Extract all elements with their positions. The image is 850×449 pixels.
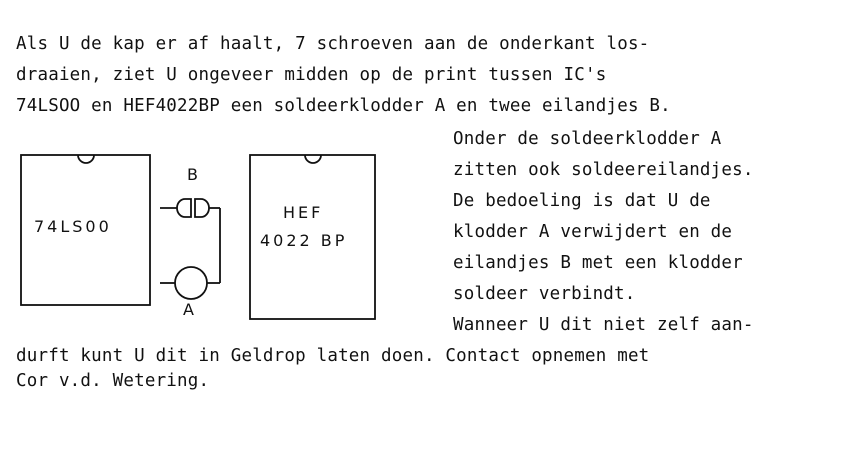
solder-blob-a	[160, 267, 220, 319]
blob-a	[175, 267, 207, 299]
ic-hef4022bp-notch	[305, 155, 321, 163]
solder-islands-b	[160, 165, 220, 283]
text-line-11: durft kunt U dit in Geldrop laten doen. Contact opnemen met	[16, 346, 650, 366]
text-line-7: klodder A verwijdert en de	[453, 222, 733, 242]
text-line-12: Cor v.d. Wetering.	[16, 371, 210, 391]
text-line-9: soldeer verbindt.	[453, 284, 636, 304]
text-line-1: Als U de kap er af haalt, 7 schroeven aan de onderkant los-	[16, 34, 650, 54]
text-line-3: 74LSOO en HEF4022BP een soldeerklodder A en twee eilandjes B.	[16, 96, 671, 116]
ic-74ls00-label: 74LS00	[34, 217, 112, 236]
ic-hef4022bp-label-line2: 4022 BP	[260, 231, 348, 250]
text-line-2: draaien, ziet U ongeveer midden op de print tussen IC's	[16, 65, 607, 85]
ic-74ls00-notch	[78, 155, 94, 163]
text-line-6: De bedoeling is dat U de	[453, 191, 711, 211]
text-line-10: Wanneer U dit niet zelf aan-	[453, 315, 754, 335]
text-line-8: eilandjes B met een klodder	[453, 253, 743, 273]
label-a: A	[183, 300, 197, 319]
island-b-left	[177, 199, 191, 217]
label-b: B	[187, 165, 201, 184]
text-line-5: zitten ook soldeereilandjes.	[453, 160, 754, 180]
text-line-4: Onder de soldeerklodder A	[453, 129, 722, 149]
ic-hef4022bp	[250, 155, 375, 319]
ic-74ls00	[21, 155, 150, 305]
island-b-right	[195, 199, 209, 217]
ic-hef4022bp-label-line1: HEF	[283, 203, 324, 222]
